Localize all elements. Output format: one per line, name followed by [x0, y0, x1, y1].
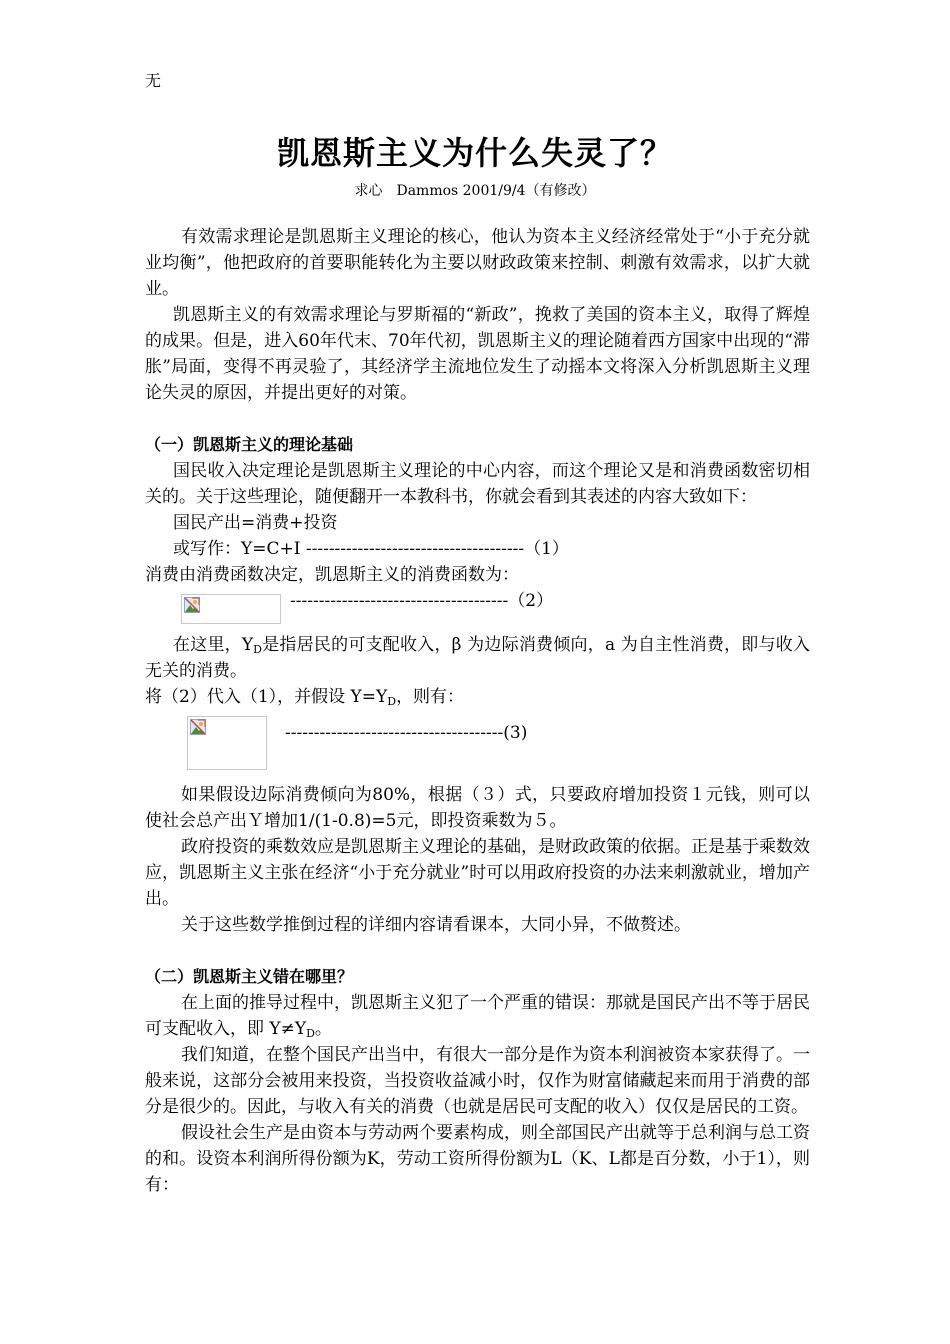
- section-1-paragraph-5: 如果假设边际消费倾向为80%，根据（３）式，只要政府增加投资１元钱，则可以使社会总产出Ｙ增加1/(1-0.8)=5元，即投资乘数为５。: [145, 785, 810, 831]
- section-1-paragraph-2: 消费由消费函数决定，凯恩斯主义的消费函数为：: [145, 565, 519, 585]
- section-1-paragraph-3: 在这里，$Y_D$是指居民的可支配收入，β 为边际消费倾向，a 为自主性消费，即与收入无关的消费。: [145, 635, 810, 681]
- section-2-paragraph-2: 我们知道，在整个国民产出当中，有很大一部分是作为资本利润被资本家获得了。一般来说，这部分会被用来投资，当投资收益减小时，仅作为财富储藏起来而用于消费的部分是很少的。因此，与收入有关的消费（也就是居民可支配的收入）仅仅是居民的工资。: [145, 1045, 810, 1117]
- intro-paragraph-2: 凯恩斯主义的有效需求理论与罗斯福的“新政”，挽救了美国的资本主义，取得了辉煌的成果。但是，进入60年代末、70年代初，凯恩斯主义的理论随着西方国家中出现的“滞胀”局面，变得不再灵验了，其经济学主流地位发生了动摇本文将深入分析凯恩斯主义理论失灵的原因，并提出更好的对策。: [145, 305, 810, 403]
- equation-2-label: --------------------------------------（2）: [290, 591, 554, 611]
- equation-1: 或写作：Y=C+I --------------------------------------（1）: [173, 539, 569, 559]
- intro-paragraph-1: 有效需求理论是凯恩斯主义理论的核心，他认为资本主义经济经常处于“小于充分就业均衡”，他把政府的首要职能转化为主要以财政政策来控制、刺激有效需求，以扩大就业。: [145, 227, 810, 299]
- document-body: [145, 224, 810, 1198]
- equation-3-row: [145, 710, 810, 782]
- header-marker: 无: [145, 71, 162, 90]
- section-1-paragraph-7: 关于这些数学推倒过程的详细内容请看课本，大同小异，不做赘述。: [181, 915, 691, 935]
- section-1-heading: （一）凯恩斯主义的理论基础: [145, 435, 354, 454]
- section-1-paragraph-6: 政府投资的乘数效应是凯恩斯主义理论的基础，是财政政策的依据。正是基于乘数效应，凯恩斯主义主张在经济“小于充分就业”时可以用政府投资的办法来刺激就业，增加产出。: [145, 837, 810, 909]
- section-2-paragraph-3: 假设社会生产是由资本与劳动两个要素构成，则全部国民产出就等于总利润与总工资的和。设资本利润所得份额为K，劳动工资所得份额为L（K、L都是百分数，小于1），则有：: [145, 1123, 810, 1195]
- equation-2-row: [145, 588, 810, 632]
- equation-3-label: --------------------------------------(3): [285, 723, 528, 743]
- equation-2-image: [181, 594, 281, 624]
- equation-1-words: 国民产出=消费+投资: [173, 513, 338, 533]
- broken-image-icon: [184, 597, 200, 613]
- section-2-heading: （二）凯恩斯主义错在哪里？: [145, 967, 354, 986]
- section-1-paragraph-4: 将（2）代入（1），并假设 $Y=Y_D$，则有：: [145, 687, 465, 708]
- equation-3-image: [187, 716, 267, 770]
- document-title: 凯恩斯主义为什么失灵了？: [276, 134, 673, 172]
- section-1-paragraph-1: 国民收入决定理论是凯恩斯主义理论的中心内容，而这个理论又是和消费函数密切相关的。关于这些理论，随便翻开一本教科书，你就会看到其表述的内容大致如下：: [145, 461, 810, 507]
- spacer: [145, 938, 810, 964]
- section-2-paragraph-1: 在上面的推导过程中，凯恩斯主义犯了一个严重的错误：那就是国民产出不等于居民可支配收入，即 $Y\ne Y_D$。: [145, 993, 810, 1040]
- spacer: [145, 406, 810, 432]
- broken-image-icon: [190, 719, 206, 735]
- byline: 求心 Dammos 2001/9/4（有修改）: [354, 183, 596, 199]
